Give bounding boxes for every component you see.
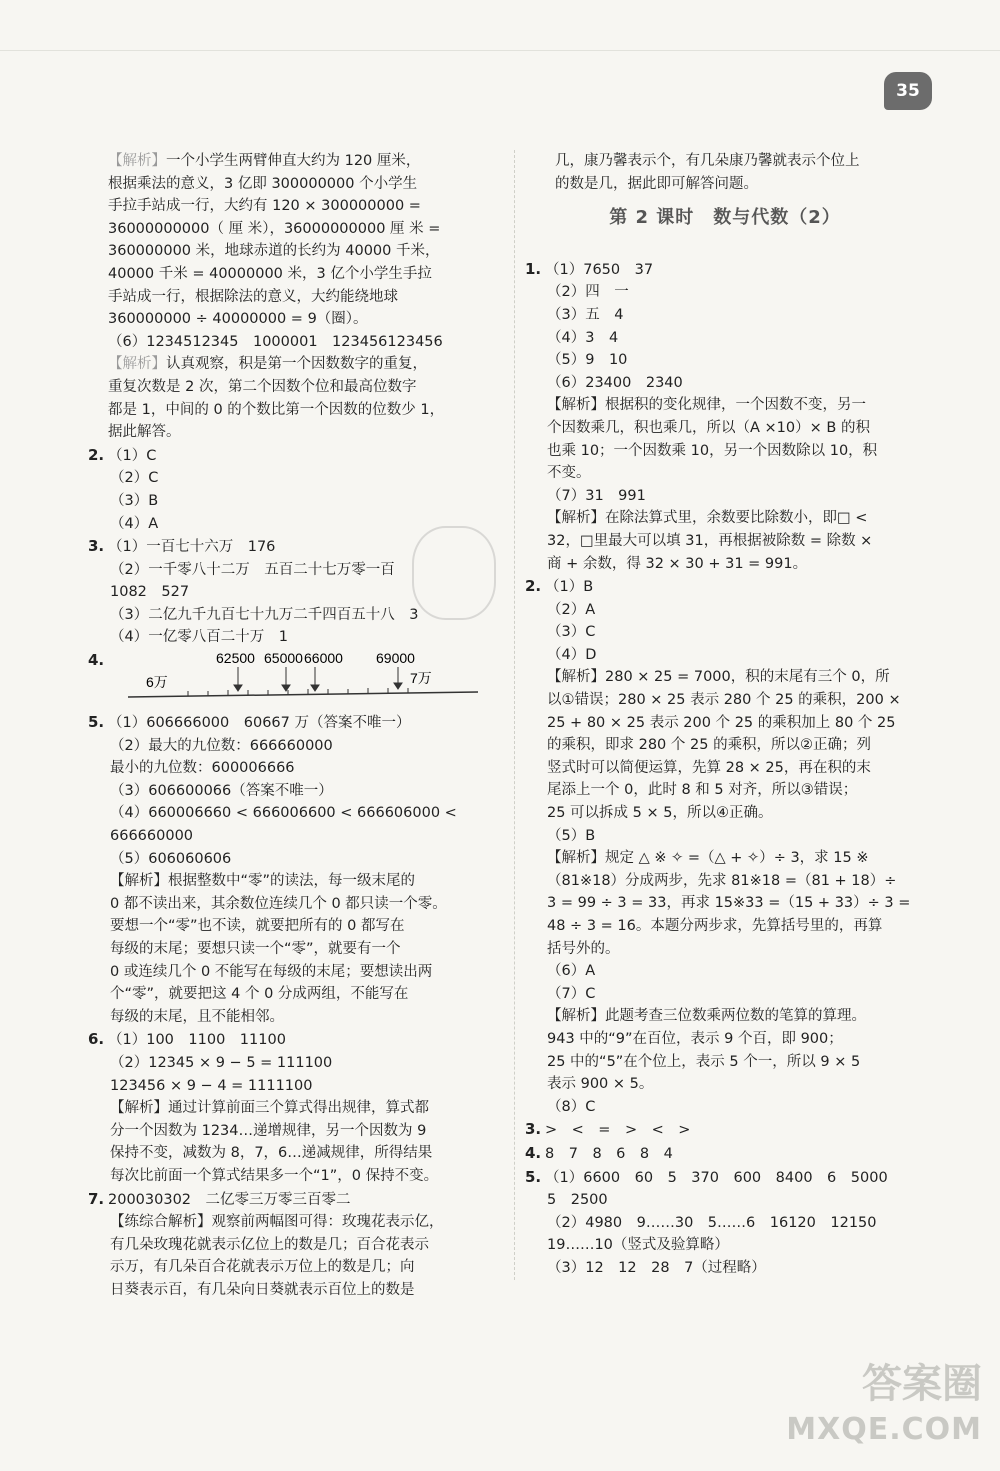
analysis-line: 943 中的“9”在百位，表示 9 个百，即 900； (547, 1030, 843, 1047)
tick-label: 62500 (216, 650, 255, 667)
tick-label: 6万 (146, 674, 168, 691)
question-2: 2. （1）C （2）C （3）B （4）A (88, 444, 508, 535)
tick-label: 65000 (264, 650, 303, 667)
analysis-line: 要想一个“零”也不读，就要把所有的 0 都写在 (110, 918, 405, 935)
answer-line: （2）12345 × 9 − 5 = 111100 (110, 1054, 333, 1071)
question-number: 4. (525, 1143, 542, 1162)
analysis-line: 0 都不读出来，其余数位连续几个 0 都只读一个零。 (110, 895, 447, 912)
analysis-line: 以①错误；280 × 25 表示 280 个 25 的乘积，200 × (547, 692, 901, 709)
question-5: 5. （1）6600 60 5 370 600 8400 6 5000 5 2500 （2）4980 9……30 5……6 16120 12150 19……10（竖式及验算略） （3）12 12 28 7（过程略） (525, 1166, 925, 1280)
analysis-line: 也乘 10；一个因数乘 10，另一个因数除以 10，积 (547, 442, 878, 459)
analysis-line: 【解析】根据积的变化规律，一个因数不变，另一 (547, 397, 866, 414)
watermark-logo (762, 1361, 982, 1461)
text-line: 40000 千米 = 40000000 米，3 亿个小学生手拉 (108, 265, 432, 282)
text-line: 的数是几，据此即可解答问题。 (555, 175, 758, 192)
answer-line: 123456 × 9 − 4 = 1111100 (110, 1077, 313, 1094)
answer-line: （2）四 一 (547, 284, 629, 301)
text-line: 据此解答。 (108, 424, 181, 441)
right-column (525, 150, 925, 1280)
text-line: 手拉手站成一行，大约有 120 × 300000000 = (108, 198, 421, 215)
question-number: 3. (88, 537, 105, 556)
analysis-line: 每级的末尾，且不能相邻。 (110, 1008, 284, 1025)
number-line (108, 649, 508, 711)
analysis-line: 32，□里最大可以填 31，再根据被除数 = 除数 × (547, 532, 873, 549)
answer-line: （3）12 12 28 7（过程略） (547, 1259, 766, 1276)
question-number: 5. (525, 1167, 542, 1186)
watermark-text: 答案圈 (862, 1361, 982, 1407)
text-line: 【解析】认真观察，积是第一个因数数字的重复， (108, 356, 427, 373)
text-line: 手站成一行，根据除法的意义，大约能绕地球 (108, 288, 398, 305)
lesson-title: 第 2 课时 数与代数（2） (609, 207, 841, 229)
answer-line: （8）C (547, 1098, 596, 1115)
analysis-line: 【解析】在除法算式里，余数要比除数小，即□ < (547, 510, 868, 527)
question-number: 1. (525, 259, 542, 278)
answer-line: （3）C (547, 624, 596, 641)
answer-line: （5）606060606 (110, 850, 232, 867)
analysis-line: 示万，有几朵百合花就表示万位上的数是几；向 (110, 1259, 415, 1276)
analysis-line: 25 + 80 × 25 表示 200 个 25 的乘积加上 80 个 25 (547, 714, 896, 731)
analysis-line: 的乘积，即求 280 个 25 的乘积，所以②正确；列 (547, 737, 872, 754)
analysis-line: 【解析】280 × 25 = 7000，积的末尾有三个 0，所 (547, 669, 890, 686)
answer-line: （2）最大的九位数：666660000 (110, 737, 333, 754)
analysis-line: 个因数乘几，积也乘几，所以（A ×10）× B 的积 (547, 419, 870, 436)
text-line: 360000000 米，地球赤道的长约为 40000 千米， (108, 243, 440, 260)
answer-line: （7）C (547, 985, 596, 1002)
question-1: 1. （1）7650 37 （2）四 一 （3）五 4 （4）3 4 （5）9 10 （6）23400 2340 【解析】根据积的变化规律，一个因数不变，另一 个因数乘几，积也乘几，所以（A ×10）× B 的积 也乘 10；一个因数乘 10，另一个因数除以 10，积 不变。 （7）31 991 【解析】在除法算式里，余数要比除数小，即□ < 32，□里最大可以填 31，再根据被除数 = 除数 × 商 + 余数，得 32 × 30 + 31 = 991。 (525, 258, 925, 575)
tick-label: 69000 (376, 650, 415, 667)
text-line: 重复次数是 2 次，第二个因数个位和最高位数字 (108, 378, 417, 395)
answer-line: （2）一千零八十二万 五百二十七万零一百 (110, 561, 395, 578)
answer-line: （4）3 4 (547, 329, 619, 346)
answer-line: （2）4980 9……30 5……6 16120 12150 (547, 1214, 877, 1231)
analysis-line: 【解析】通过计算前面三个算式得出规律，算式都 (110, 1100, 429, 1117)
question-number: 4. (88, 651, 105, 670)
answer-line: （3）B (110, 492, 159, 509)
answer-line: （6）A (547, 963, 596, 980)
answer-line: （7）31 991 (547, 487, 646, 504)
left-column (88, 150, 508, 1302)
answer-line: （4）A (110, 515, 159, 532)
question-6: 6. （1）100 1100 11100 （2）12345 × 9 − 5 = 111100 123456 × 9 − 4 = 1111100 【解析】通过计算前面三个算式得出规律，算式都 分一个因数为 1234…递增规律，另一个因数为 9 保持不变，减数为 8，7，6…递减规律，所得结果 每次比前面一个算式结果多一个“1”，0 保持不变。 (88, 1028, 508, 1187)
answer-line: （2）A (547, 601, 596, 618)
analysis-line: 25 中的“5”在个位上，表示 5 个一，所以 9 × 5 (547, 1053, 861, 1070)
answer-line: （5）9 10 (547, 352, 628, 369)
answer-line: （3）五 4 (547, 306, 624, 323)
analysis-line: 每次比前面一个算式结果多一个“1”，0 保持不变。 (110, 1167, 439, 1184)
question-number: 5. (88, 713, 105, 732)
question-5: 5. （1）606666000 60667 万（答案不唯一） （2）最大的九位数：666660000 最小的九位数：600006666 （3）606600066（答案不唯一） （4）660006660 < 666006600 < 666606000 < 666660000 （5）606060606 【解析】根据整数中“零”的读法，每一级末尾的 0 都不读出来，其余数位连续几个 0 都只读一个零。 要想一个“零”也不读，就要把所有的 0 都写在 每级的末尾；要想只读一个“零”，就要有一个 0 或连续几个 0 不能写在每级的末尾；要想读出两 个“零”，就要把这 4 个 0 分成两组，不能写在 每级的末尾，且不能相邻。 (88, 711, 508, 1028)
question-4: 4. 8 7 8 6 8 4 (525, 1142, 925, 1166)
analysis-line: 商 + 余数，得 32 × 30 + 31 = 991。 (547, 555, 808, 572)
question-3: 3. > < = > < > (525, 1118, 925, 1142)
text-line: 360000000 ÷ 40000000 = 9（圈）。 (108, 311, 368, 328)
answer-line: （4）660006660 < 666006600 < 666606000 < (110, 805, 457, 822)
analysis-line: 分一个因数为 1234…递增规律，另一个因数为 9 (110, 1122, 427, 1139)
answer-line: （4）D (547, 646, 597, 663)
analysis-line: 每级的末尾；要想只读一个“零”，就要有一个 (110, 941, 401, 957)
analysis-line: 个“零”，就要把这 4 个 0 分成两组，不能写在 (110, 986, 409, 1003)
analysis-line: 不变。 (547, 465, 591, 482)
tick-label: 7万 (410, 670, 432, 687)
watermark-url: MXQE.COM (786, 1412, 982, 1447)
analysis-line: 竖式时可以简便运算，先算 28 × 25，再在积的末 (547, 759, 871, 776)
answer-line: （2）C (110, 470, 159, 487)
text-line: （6）1234512345 1000001 123456123456 (108, 333, 443, 350)
text-line: 几，康乃馨表示个，有几朵康乃馨就表示个位上 (555, 153, 860, 169)
question-number: 2. (525, 577, 542, 596)
answer-line: 19……10（竖式及验算略） (547, 1237, 729, 1254)
answer-line: （3）二亿九千九百七十九万二千四百五十八 3 (110, 606, 419, 623)
question-number: 7. (88, 1189, 105, 1208)
analysis-line: 48 ÷ 3 = 16。本题分两步求，先算括号里的，再算 (547, 918, 883, 934)
answer-line: （6）23400 2340 (547, 374, 683, 391)
analysis-line: 保持不变，减数为 8，7，6…递减规律，所得结果 (110, 1145, 433, 1162)
question-number: 2. (88, 445, 105, 464)
text-line: 都是 1，中间的 0 的个数比第一个因数的位数少 1， (108, 401, 445, 418)
header-rule (0, 50, 1000, 51)
answer-line: （3）606600066（答案不唯一） (110, 782, 333, 799)
question-4 (88, 649, 508, 711)
text-line: 【解析】一个小学生两臂伸直大约为 120 厘米， (108, 153, 421, 169)
question-number: 6. (88, 1030, 105, 1049)
analysis-line: 【解析】此题考查三位数乘两位数的笔算的算理。 (547, 1008, 866, 1025)
question-2: 2. （1）B （2）A （3）C （4）D 【解析】280 × 25 = 7000，积的末尾有三个 0，所 以①错误；280 × 25 表示 280 个 25 的乘积，200 × 25 + 80 × 25 表示 200 个 25 的乘积加上 80 个 25 的乘积，即求 280 个 25 的乘积，所以②正确；列 竖式时可以简便运算，先算 28 × 25，再在积的末 尾添上一个 0，此时 8 和 5 对齐，所以③错误； 25 可以拆成 5 × 5，所以④正确。 （5）B 【解析】规定 △ ※ ✧ =（△ + ✧）÷ 3，求 15 ※ （81※18）分成两步，先求 81※18 =（81 + 18）÷ 3 = 99 ÷ 3 = 33，再求 15※33 =（15 + 33）÷ 3 = 48 ÷ 3 = 16。本题分两步求，先算括号里的，再算 括号外的。 （6）A （7）C 【解析】此题考查三位数乘两位数的笔算的算理。 943 中的“9”在百位，表示 9 个百，即 900； 25 中的“5”在个位上，表示 5 个一，所以 9 × 5 表示 900 × 5。 （8）C (525, 575, 925, 1118)
answer-line: 666660000 (110, 828, 194, 845)
question-number: 3. (525, 1120, 542, 1139)
column-divider (514, 150, 515, 1280)
analysis-line: 3 = 99 ÷ 3 = 33，再求 15※33 =（15 + 33）÷ 3 = (547, 895, 911, 912)
answer-line: 最小的九位数：600006666 (110, 760, 295, 777)
tick-label: 66000 (304, 650, 343, 667)
analysis-line: 25 可以拆成 5 × 5，所以④正确。 (547, 805, 773, 822)
text-line: 根据乘法的意义，3 亿即 300000000 个小学生 (108, 175, 418, 192)
question-7: 7. 200030302 二亿零三万零三百零二 【练综合解析】观察前两幅图可得：玫瑰花表示亿， 有几朵玫瑰花就表示亿位上的数是几；百合花表示 示万，有几朵百合花就表示万位上的数是几；向 日葵表示百，有几朵向日葵就表示百位上的数是 (88, 1188, 508, 1302)
page-number-badge: 35 (884, 72, 932, 110)
answer-line: 1082 527 (110, 584, 190, 601)
text-line: 36000000000（ 厘 米），36000000000 厘 米 = (108, 220, 441, 237)
analysis-line: 【解析】规定 △ ※ ✧ =（△ + ✧）÷ 3，求 15 ※ (547, 850, 869, 867)
analysis-line: （81※18）分成两步，先求 81※18 =（81 + 18）÷ (547, 872, 897, 889)
analysis-line: 有几朵玫瑰花就表示亿位上的数是几；百合花表示 (110, 1236, 429, 1253)
answer-line: （5）B (547, 827, 596, 844)
answer-line: 5 2500 (547, 1192, 608, 1209)
analysis-line: 【练综合解析】观察前两幅图可得：玫瑰花表示亿， (110, 1214, 444, 1231)
analysis-line: 日葵表示百，有几朵向日葵就表示百位上的数是 (110, 1281, 415, 1298)
answer-line: （4）一亿零八百二十万 1 (110, 629, 288, 646)
analysis-line: 表示 900 × 5。 (547, 1076, 654, 1093)
analysis-line: 0 或连续几个 0 不能写在每级的末尾；要想读出两 (110, 963, 433, 980)
question-3: 3. （1）一百七十六万 176 （2）一千零八十二万 五百二十七万零一百 1082 527 （3）二亿九千九百七十九万二千四百五十八 3 （4）一亿零八百二十万 1 (88, 535, 508, 649)
analysis-line: 【解析】根据整数中“零”的读法，每一级末尾的 (110, 873, 416, 890)
analysis-line: 括号外的。 (547, 940, 620, 957)
analysis-line: 尾添上一个 0，此时 8 和 5 对齐，所以③错误； (547, 782, 858, 799)
